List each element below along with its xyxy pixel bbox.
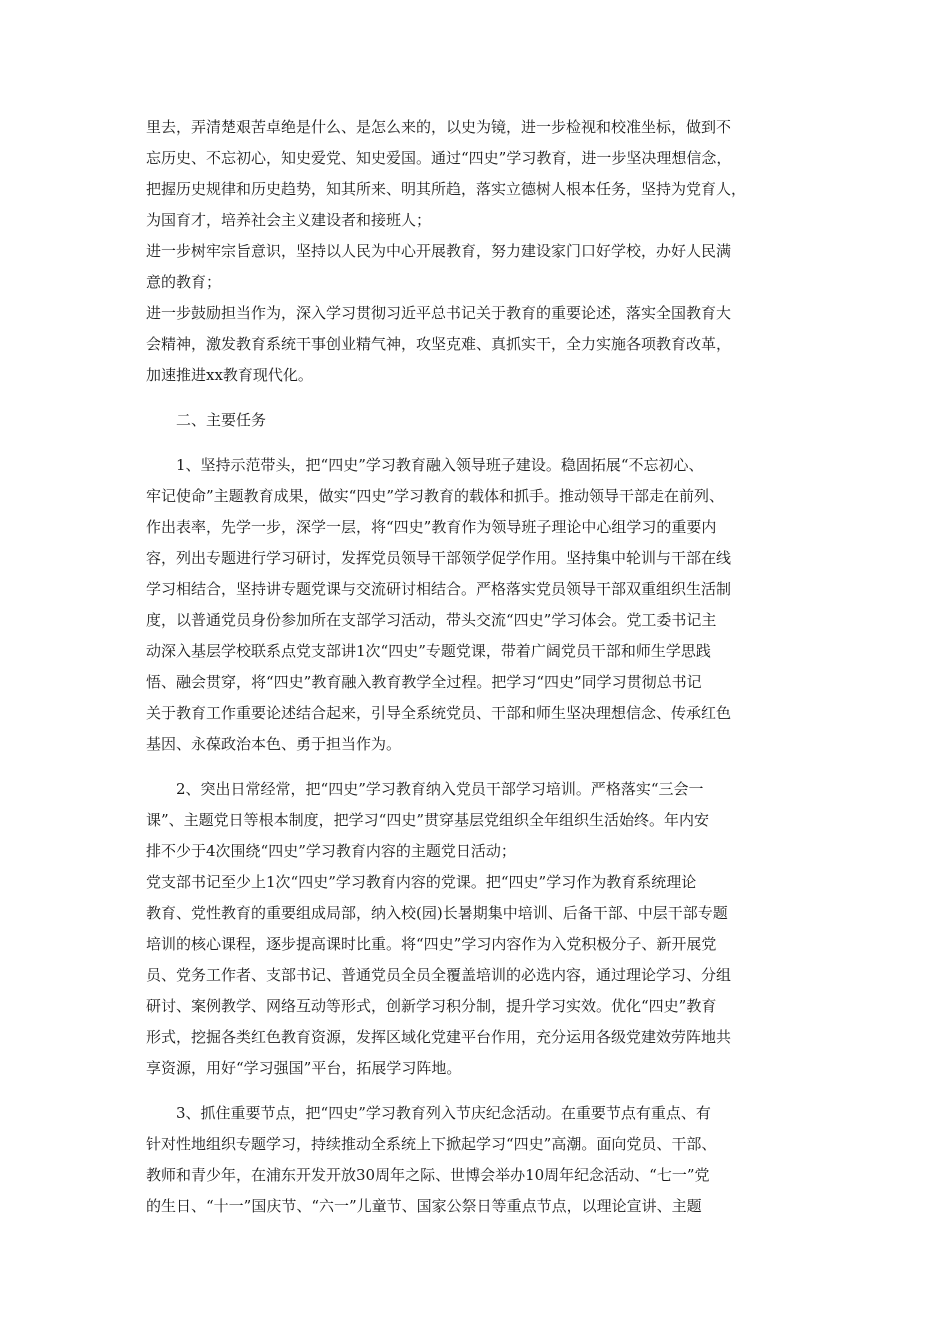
paragraph [146,774,806,867]
text-line: 二、主要任务 [176,411,267,429]
text-line: 形式，挖掘各类红色教育资源，发挥区域化党建平台作用，充分运用各级党建效劳阵地共 [146,1028,732,1046]
text-line: 度，以普通党员身份参加所在支部学习活动，带头交流“四史”学习体会。党工委书记主 [146,611,717,629]
text-line: 培训的核心课程，逐步提高课时比重。将“四史”学习内容作为入党积极分子、新开展党 [146,935,717,953]
text-line: 忘历史、不忘初心，知史爱党、知史爱国。通过“四史”学习教育，进一步坚决理想信念， [146,149,732,167]
text-line: 排不少于4次围绕“四史”学习教育内容的主题党日活动； [146,842,516,860]
text-line: 教师和青少年，在浦东开发开放30周年之际、世博会举办10周年纪念活动、“七一”党 [146,1166,710,1184]
text-line: 容，列出专题进行学习研讨，发挥党员领导干部领学促学作用。坚持集中轮训与干部在线 [146,549,732,567]
text-line: 牢记使命”主题教育成果，做实“四史”学习教育的载体和抓手。推动领导干部走在前列、 [146,487,725,505]
paragraph-gap [146,760,806,774]
text-line: 课”、主题党日等根本制度，把学习“四史”贯穿基层党组织全年组织生活始终。年内安 [146,811,710,829]
text-line: 进一步树牢宗旨意识，坚持以人民为中心开展教育，努力建设家门口好学校，办好人民满 [146,242,732,260]
text-line: 为国育才，培养社会主义建设者和接班人； [146,211,432,229]
text-line: 员、党务工作者、支部书记、普通党员全员全覆盖培训的必选内容，通过理论学习、分组 [146,966,732,984]
text-line: 动深入基层学校联系点党支部讲1次“四史”专题党课，带着广阔党员干部和师生学思践 [146,642,711,660]
text-line: 会精神，激发教育系统干事创业精气神，攻坚克难、真抓实干，全力实施各项教育改革， [146,335,732,353]
text-line: 2、突出日常经常，把“四史”学习教育纳入党员干部学习培训。严格落实“三会一 [176,780,704,798]
text-line: 学习相结合，坚持讲专题党课与交流研讨相结合。严格落实党员领导干部双重组织生活制 [146,580,732,598]
text-line: 作出表率，先学一步，深学一层，将“四史”教育作为领导班子理论中心组学习的重要内 [146,518,717,536]
text-line: 教育、党性教育的重要组成局部，纳入校(园)长暑期集中培训、后备干部、中层干部专题 [146,904,728,922]
text-line: 1、坚持示范带头，把“四史”学习教育融入领导班子建设。稳固拓展“不忘初心、 [176,456,704,474]
text-line: 3、抓住重要节点，把“四史”学习教育列入节庆纪念活动。在重要节点有重点、有 [176,1104,711,1122]
paragraph-gap [146,391,806,405]
paragraph-gap [146,436,806,450]
text-line: 党支部书记至少上1次“四史”学习教育内容的党课。把“四史”学习作为教育系统理论 [146,873,697,891]
text-line: 把握历史规律和历史趋势，知其所来、明其所趋，落实立德树人根本任务，坚持为党育人， [146,180,747,198]
paragraph-gap [146,1084,806,1098]
paragraph [146,236,806,298]
text-line: 进一步鼓励担当作为，深入学习贯彻习近平总书记关于教育的重要论述，落实全国教育大 [146,304,732,322]
paragraph [146,867,806,1084]
text-line: 享资源，用好“学习强国”平台，拓展学习阵地。 [146,1059,462,1077]
text-line: 悟、融会贯穿，将“四史”教育融入教育教学全过程。把学习“四史”同学习贯彻总书记 [146,673,702,691]
text-line: 关于教育工作重要论述结合起来，引导全系统党员、干部和师生坚决理想信念、传承红色 [146,704,732,722]
text-line: 里去，弄清楚艰苦卓绝是什么、是怎么来的，以史为镜，进一步检视和校准坐标，做到不 [146,118,732,136]
text-line: 意的教育； [146,273,222,291]
text-line: 研讨、案例教学、网络互动等形式，创新学习积分制，提升学习实效。优化“四史”教育 [146,997,717,1015]
text-line: 的生日、“十一”国庆节、“六一”儿童节、国家公祭日等重点节点，以理论宣讲、主题 [146,1197,702,1215]
paragraph [146,450,806,760]
section-heading [146,405,806,436]
paragraph [146,112,806,236]
document-page [146,112,806,1222]
paragraph [146,298,806,391]
text-line: 针对性地组织专题学习，持续推动全系统上下掀起学习“四史”高潮。面向党员、干部、 [146,1135,717,1153]
paragraph [146,1098,806,1222]
text-line: 基因、永葆政治本色、勇于担当作为。 [146,735,402,753]
text-line: 加速推进xx教育现代化。 [146,366,313,384]
